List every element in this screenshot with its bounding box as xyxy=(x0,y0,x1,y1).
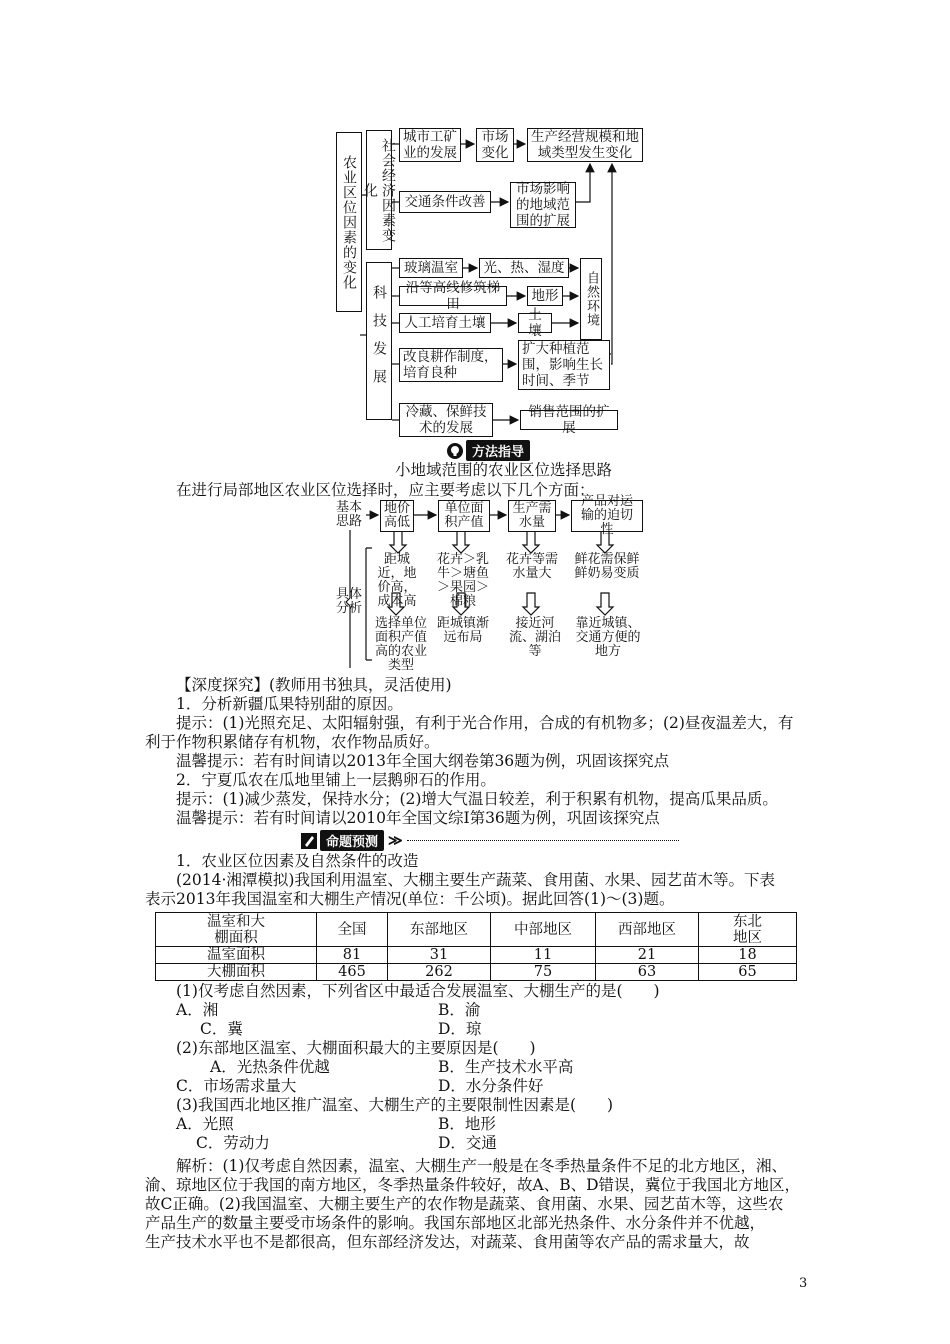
diagram2-mid-2: 花卉＞乳牛＞塘鱼＞果园＞棉粮 xyxy=(436,552,489,609)
question-3-option-c: C．劳动力 xyxy=(196,1134,270,1152)
deep-q2: 2．宁夏瓜农在瓜地里铺上一层鹅卵石的作用。 xyxy=(176,771,496,789)
table-cell: 262 xyxy=(388,964,491,981)
question-1-option-b: B．渝 xyxy=(438,1001,481,1019)
analysis-line: 产品生产的数量主要受市场条件的影响。我国东部地区北部光热条件、水分条件并不优越， xyxy=(145,1214,766,1232)
diagram1-root: 农业区位因素的变化 xyxy=(336,132,362,312)
node-expand-planting: 扩大种植范围，影响生长时间、季节 xyxy=(518,340,610,390)
diagram2-head-4: 产品对运输的迫切性 xyxy=(571,500,643,532)
deep-a1-line2: 利于作物积累储存有机物，农作物品质好。 xyxy=(145,733,440,751)
analysis-line: 生产技术水平也不是都很高，但东部经济发达，对蔬菜、食用菌等农产品的需求量大，故 xyxy=(145,1233,750,1251)
node-terrain: 地形 xyxy=(527,286,563,306)
table-header-cell: 东北地区 xyxy=(699,913,797,947)
table-row xyxy=(156,964,797,981)
diagram2-bottom-4: 靠近城镇、交通方便的地方 xyxy=(575,616,641,659)
node-soil-culture: 人工培育土壤 xyxy=(399,313,491,333)
node-improve-farming: 改良耕作制度，培育良种 xyxy=(399,348,503,382)
question-1-option-c: C．冀 xyxy=(200,1020,243,1038)
node-market-change: 市场变化 xyxy=(476,128,514,162)
diagram2-basic-idea: 基本思路 xyxy=(335,500,362,529)
diagram2-bottom-3: 接近河流、湖泊等 xyxy=(508,616,561,659)
question-2-option-d: D．水分条件好 xyxy=(438,1077,544,1095)
node-city-industry: 城市工矿业的发展 xyxy=(399,128,461,162)
question-3-option-b: B．地形 xyxy=(438,1115,496,1133)
predict-intro-line1: (2014·湘潭模拟)我国利用温室、大棚主要生产蔬菜、食用菌、水果、园艺苗木等。下表 xyxy=(176,871,775,889)
predict-badge: 命题预测 ≫ xyxy=(300,830,679,851)
method-title: 小地域范围的农业区位选择思路 xyxy=(395,461,613,479)
table-header-cell: 东部地区 xyxy=(388,913,491,947)
greenhouse-table xyxy=(155,912,797,981)
node-scale-change: 生产经营规模和地域类型发生变化 xyxy=(527,128,643,162)
question-3-stem: (3)我国西北地区推广温室、大棚生产的主要限制性因素是( ) xyxy=(176,1096,614,1114)
diagram2-mid-3: 花卉等需水量大 xyxy=(506,552,559,581)
node-light-heat: 光、热、湿度 xyxy=(479,258,569,278)
diagram2-bottom-1: 选择单位面积产值高的农业类型 xyxy=(374,616,427,673)
question-1-stem: (1)仅考虑自然因素，下列省区中最适合发展温室、大棚生产的是( ) xyxy=(176,982,660,1000)
node-soil: 土壤 xyxy=(518,313,552,333)
table-header-cell: 全国 xyxy=(317,913,388,947)
table-cell: 31 xyxy=(388,947,491,964)
diagram2-bottom-2: 距城镇渐远布局 xyxy=(436,616,489,645)
diagram2-mid-4: 鲜花需保鲜鲜奶易变质 xyxy=(574,552,640,581)
analysis-line: 解析：(1)仅考虑自然因素，温室、大棚生产一般是在冬季热量条件不足的北方地区，湘、 xyxy=(176,1157,787,1175)
question-2-option-a: A．光热条件优越 xyxy=(210,1058,330,1076)
diagram2-mid-1: 距城近，地价高，成本高 xyxy=(377,552,417,609)
method-badge: 方法指导 xyxy=(446,440,530,461)
node-market-range: 市场影响的地域范围的扩展 xyxy=(510,182,576,228)
question-2-option-b: B．生产技术水平高 xyxy=(438,1058,574,1076)
question-2-stem: (2)东部地区温室、大棚面积最大的主要原因是( ) xyxy=(176,1039,536,1057)
question-2-option-c: C．市场需求量大 xyxy=(176,1077,297,1095)
question-3-option-a: A．光照 xyxy=(176,1115,234,1133)
method-intro: 在进行局部地区农业区位选择时，应主要考虑以下几个方面： xyxy=(176,481,595,499)
table-cell: 11 xyxy=(491,947,596,964)
diagram2-head-2: 单位面积产值 xyxy=(438,500,490,532)
table-header-cell: 温室和大棚面积 xyxy=(156,913,317,947)
table-cell: 465 xyxy=(317,964,388,981)
predict-heading: 1．农业区位因素及自然条件的改造 xyxy=(176,852,419,870)
question-1-option-d: D．琼 xyxy=(438,1020,482,1038)
analysis-line: 渝、琼地区位于我国的南方地区，冬季热量条件较好，故A、B、D错误，冀位于我国北方地区， xyxy=(145,1176,801,1194)
table-cell: 21 xyxy=(596,947,699,964)
deep-tip1: 温馨提示：若有时间请以2013年全国大纲卷第36题为例，巩固该探究点 xyxy=(176,752,670,770)
question-3-option-d: D．交通 xyxy=(438,1134,497,1152)
deep-q1: 1．分析新疆瓜果特别甜的原因。 xyxy=(176,695,403,713)
table-header-cell: 中部地区 xyxy=(491,913,596,947)
table-cell: 温室面积 xyxy=(156,947,317,964)
table-cell: 81 xyxy=(317,947,388,964)
diagram2-specific-analysis: 具体分析 xyxy=(335,587,362,616)
node-transport: 交通条件改善 xyxy=(399,191,491,213)
diagram2-head-3: 生产需水量 xyxy=(508,500,556,532)
diagram1-tech-group: 科技发展 xyxy=(366,262,392,420)
table-cell: 63 xyxy=(596,964,699,981)
deep-title: 【深度探究】(教师用书独具，灵活使用) xyxy=(176,676,452,694)
deep-a2: 提示：(1)减少蒸发，保持水分；(2)增大气温日较差，利于积累有机物，提高瓜果品质。 xyxy=(176,790,778,808)
diagram2-head-1: 地价高低 xyxy=(380,500,414,532)
table-cell: 18 xyxy=(699,947,797,964)
page-number: 3 xyxy=(799,1276,808,1291)
table-header-row xyxy=(156,913,797,947)
table-row xyxy=(156,947,797,964)
table-cell: 65 xyxy=(699,964,797,981)
pen-square-icon xyxy=(300,832,318,850)
node-glass-greenhouse: 玻璃温室 xyxy=(399,258,463,278)
node-terraces: 沿等高线修筑梯田 xyxy=(399,286,507,306)
node-sales-range: 销售范围的扩展 xyxy=(520,410,618,430)
table-cell: 大棚面积 xyxy=(156,964,317,981)
diagram1-social-group: 社会经济因素变化 xyxy=(366,130,392,250)
table-header-cell: 西部地区 xyxy=(596,913,699,947)
question-1-option-a: A．湘 xyxy=(176,1001,219,1019)
node-cold-storage: 冷藏、保鲜技术的发展 xyxy=(399,403,493,437)
analysis-line: 故C正确。(2)我国温室、大棚主要生产的农作物是蔬菜、食用菌、水果、园艺苗木等，这些农 xyxy=(145,1195,784,1213)
node-natural-env: 自然环境 xyxy=(580,258,602,340)
deep-a1-line1: 提示：(1)光照充足、太阳辐射强，有利于光合作用，合成的有机物多；(2)昼夜温差大，有 xyxy=(176,714,794,732)
predict-intro-line2: 表示2013年我国温室和大棚生产情况(单位：千公顷)。据此回答(1)～(3)题。 xyxy=(145,890,675,908)
deep-tip2: 温馨提示：若有时间请以2010年全国文综Ⅰ第36题为例，巩固该探究点 xyxy=(176,809,660,827)
table-cell: 75 xyxy=(491,964,596,981)
